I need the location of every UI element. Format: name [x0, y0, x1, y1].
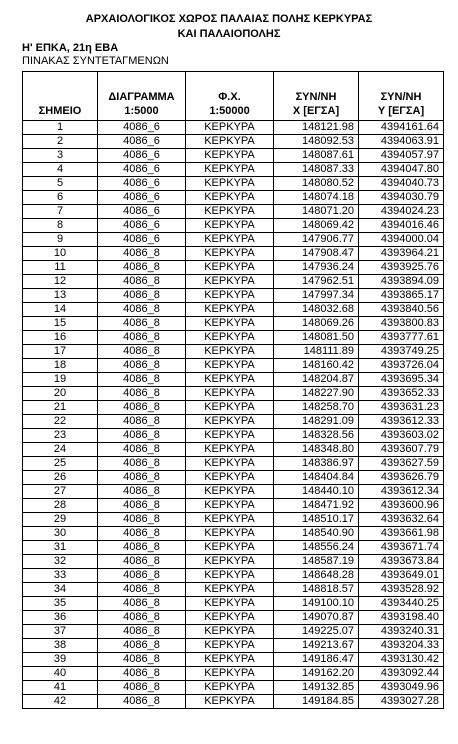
point-cell: 29 [23, 513, 98, 527]
diagram-cell: 4086_8 [98, 639, 186, 653]
x-coordinate-cell: 148069.26 [274, 317, 359, 331]
diagram-cell: 4086_8 [98, 415, 186, 429]
x-coordinate-cell: 147908.47 [274, 247, 359, 261]
map-sheet-cell: ΚΕΡΚΥΡΑ [186, 205, 274, 219]
point-cell: 36 [23, 611, 98, 625]
map-sheet-cell: ΚΕΡΚΥΡΑ [186, 681, 274, 695]
map-sheet-cell: ΚΕΡΚΥΡΑ [186, 471, 274, 485]
point-cell: 13 [23, 289, 98, 303]
diagram-cell: 4086_8 [98, 359, 186, 373]
table-row [23, 499, 444, 513]
y-coordinate-cell: 4393204.33 [359, 639, 444, 653]
point-cell: 6 [23, 191, 98, 205]
x-coordinate-cell: 148258.70 [274, 401, 359, 415]
map-sheet-cell: ΚΕΡΚΥΡΑ [186, 345, 274, 359]
point-cell: 23 [23, 429, 98, 443]
table-row [23, 471, 444, 485]
diagram-cell: 4086_8 [98, 583, 186, 597]
x-coordinate-cell: 148440.10 [274, 485, 359, 499]
x-coordinate-cell: 147906.77 [274, 233, 359, 247]
diagram-cell: 4086_8 [98, 443, 186, 457]
point-cell: 12 [23, 275, 98, 289]
table-row [23, 177, 444, 191]
y-coordinate-cell: 4394063.91 [359, 135, 444, 149]
organization-label: Η' ΕΠΚΑ, 21η ΕΒΑ [22, 42, 119, 54]
point-cell: 17 [23, 345, 98, 359]
x-coordinate-cell: 149100.10 [274, 597, 359, 611]
table-row [23, 639, 444, 653]
x-coordinate-cell: 148121.98 [274, 121, 359, 135]
diagram-cell: 4086_6 [98, 163, 186, 177]
header-y-coordinate: ΣΥΝ/ΝΗ Υ [ΕΓΣΑ] [359, 72, 444, 121]
table-row [23, 205, 444, 219]
y-coordinate-cell: 4394030.79 [359, 191, 444, 205]
y-coordinate-cell: 4394040.73 [359, 177, 444, 191]
diagram-cell: 4086_6 [98, 219, 186, 233]
point-cell: 37 [23, 625, 98, 639]
map-sheet-cell: ΚΕΡΚΥΡΑ [186, 303, 274, 317]
diagram-cell: 4086_8 [98, 457, 186, 471]
map-sheet-cell: ΚΕΡΚΥΡΑ [186, 639, 274, 653]
diagram-cell: 4086_8 [98, 331, 186, 345]
map-sheet-cell: ΚΕΡΚΥΡΑ [186, 135, 274, 149]
map-sheet-cell: ΚΕΡΚΥΡΑ [186, 289, 274, 303]
x-coordinate-cell: 148471.92 [274, 499, 359, 513]
y-coordinate-cell: 4393626.79 [359, 471, 444, 485]
header-point: ΣΗΜΕΙΟ [23, 72, 98, 121]
point-cell: 22 [23, 415, 98, 429]
point-cell: 39 [23, 653, 98, 667]
diagram-cell: 4086_8 [98, 317, 186, 331]
y-coordinate-cell: 4393632.64 [359, 513, 444, 527]
map-sheet-cell: ΚΕΡΚΥΡΑ [186, 177, 274, 191]
point-cell: 18 [23, 359, 98, 373]
table-header-row [23, 72, 444, 121]
map-sheet-cell: ΚΕΡΚΥΡΑ [186, 667, 274, 681]
x-coordinate-cell: 149225.07 [274, 625, 359, 639]
table-row [23, 303, 444, 317]
map-sheet-cell: ΚΕΡΚΥΡΑ [186, 457, 274, 471]
y-coordinate-cell: 4393649.01 [359, 569, 444, 583]
x-coordinate-cell: 149184.85 [274, 695, 359, 709]
point-cell: 27 [23, 485, 98, 499]
diagram-cell: 4086_6 [98, 177, 186, 191]
diagram-cell: 4086_8 [98, 303, 186, 317]
diagram-cell: 4086_8 [98, 611, 186, 625]
coordinates-table [22, 71, 444, 709]
point-cell: 11 [23, 261, 98, 275]
y-coordinate-cell: 4393964.21 [359, 247, 444, 261]
table-row [23, 583, 444, 597]
x-coordinate-cell: 148087.61 [274, 149, 359, 163]
table-row [23, 289, 444, 303]
point-cell: 40 [23, 667, 98, 681]
diagram-cell: 4086_8 [98, 695, 186, 709]
y-coordinate-cell: 4393777.61 [359, 331, 444, 345]
point-cell: 41 [23, 681, 98, 695]
point-cell: 38 [23, 639, 98, 653]
x-coordinate-cell: 148540.90 [274, 527, 359, 541]
y-coordinate-cell: 4393027.28 [359, 695, 444, 709]
point-cell: 2 [23, 135, 98, 149]
point-cell: 8 [23, 219, 98, 233]
x-coordinate-cell: 148556.24 [274, 541, 359, 555]
diagram-cell: 4086_8 [98, 429, 186, 443]
map-sheet-cell: ΚΕΡΚΥΡΑ [186, 443, 274, 457]
diagram-cell: 4086_6 [98, 191, 186, 205]
x-coordinate-cell: 148404.84 [274, 471, 359, 485]
y-coordinate-cell: 4393661.98 [359, 527, 444, 541]
table-row [23, 359, 444, 373]
diagram-cell: 4086_8 [98, 597, 186, 611]
diagram-cell: 4086_8 [98, 653, 186, 667]
y-coordinate-cell: 4393607.79 [359, 443, 444, 457]
map-sheet-cell: ΚΕΡΚΥΡΑ [186, 611, 274, 625]
x-coordinate-cell: 148227.90 [274, 387, 359, 401]
x-coordinate-cell: 149162.20 [274, 667, 359, 681]
map-sheet-cell: ΚΕΡΚΥΡΑ [186, 597, 274, 611]
table-row [23, 219, 444, 233]
point-cell: 5 [23, 177, 98, 191]
y-coordinate-cell: 4394024.23 [359, 205, 444, 219]
diagram-cell: 4086_8 [98, 499, 186, 513]
header-x-coordinate: ΣΥΝ/ΝΗ Χ [ΕΓΣΑ] [274, 72, 359, 121]
x-coordinate-cell: 148328.56 [274, 429, 359, 443]
map-sheet-cell: ΚΕΡΚΥΡΑ [186, 527, 274, 541]
point-cell: 25 [23, 457, 98, 471]
x-coordinate-cell: 148648.28 [274, 569, 359, 583]
point-cell: 28 [23, 499, 98, 513]
point-cell: 33 [23, 569, 98, 583]
y-coordinate-cell: 4393528.92 [359, 583, 444, 597]
y-coordinate-cell: 4393695.34 [359, 373, 444, 387]
map-sheet-cell: ΚΕΡΚΥΡΑ [186, 555, 274, 569]
x-coordinate-cell: 148204.87 [274, 373, 359, 387]
table-row [23, 261, 444, 275]
y-coordinate-cell: 4393240.31 [359, 625, 444, 639]
map-sheet-cell: ΚΕΡΚΥΡΑ [186, 233, 274, 247]
point-cell: 10 [23, 247, 98, 261]
point-cell: 4 [23, 163, 98, 177]
map-sheet-cell: ΚΕΡΚΥΡΑ [186, 401, 274, 415]
map-sheet-cell: ΚΕΡΚΥΡΑ [186, 695, 274, 709]
y-coordinate-cell: 4393612.33 [359, 415, 444, 429]
diagram-cell: 4086_8 [98, 625, 186, 639]
header-diagram: ΔΙΑΓΡΑΜΜΑ 1:5000 [98, 72, 186, 121]
x-coordinate-cell: 148291.09 [274, 415, 359, 429]
x-coordinate-cell: 149132.85 [274, 681, 359, 695]
x-coordinate-cell: 148087.33 [274, 163, 359, 177]
map-sheet-cell: ΚΕΡΚΥΡΑ [186, 247, 274, 261]
map-sheet-cell: ΚΕΡΚΥΡΑ [186, 485, 274, 499]
map-sheet-cell: ΚΕΡΚΥΡΑ [186, 359, 274, 373]
diagram-cell: 4086_8 [98, 261, 186, 275]
x-coordinate-cell: 148818.57 [274, 583, 359, 597]
table-row [23, 387, 444, 401]
table-row [23, 331, 444, 345]
point-cell: 19 [23, 373, 98, 387]
map-sheet-cell: ΚΕΡΚΥΡΑ [186, 653, 274, 667]
table-row [23, 681, 444, 695]
map-sheet-cell: ΚΕΡΚΥΡΑ [186, 499, 274, 513]
diagram-cell: 4086_8 [98, 527, 186, 541]
y-coordinate-cell: 4393673.84 [359, 555, 444, 569]
point-cell: 35 [23, 597, 98, 611]
diagram-cell: 4086_8 [98, 247, 186, 261]
point-cell: 42 [23, 695, 98, 709]
map-sheet-cell: ΚΕΡΚΥΡΑ [186, 149, 274, 163]
diagram-cell: 4086_6 [98, 135, 186, 149]
document-title-line2: ΚΑΙ ΠΑΛΑΙΟΠΟΛΗΣ [177, 28, 281, 40]
x-coordinate-cell: 148069.42 [274, 219, 359, 233]
diagram-cell: 4086_6 [98, 205, 186, 219]
map-sheet-cell: ΚΕΡΚΥΡΑ [186, 121, 274, 135]
y-coordinate-cell: 4394057.97 [359, 149, 444, 163]
x-coordinate-cell: 148092.53 [274, 135, 359, 149]
point-cell: 15 [23, 317, 98, 331]
map-sheet-cell: ΚΕΡΚΥΡΑ [186, 583, 274, 597]
table-row [23, 597, 444, 611]
y-coordinate-cell: 4393894.09 [359, 275, 444, 289]
map-sheet-cell: ΚΕΡΚΥΡΑ [186, 317, 274, 331]
table-row [23, 611, 444, 625]
diagram-cell: 4086_8 [98, 485, 186, 499]
y-coordinate-cell: 4394047.80 [359, 163, 444, 177]
map-sheet-cell: ΚΕΡΚΥΡΑ [186, 513, 274, 527]
point-cell: 9 [23, 233, 98, 247]
y-coordinate-cell: 4393631.23 [359, 401, 444, 415]
x-coordinate-cell: 147962.51 [274, 275, 359, 289]
table-row [23, 527, 444, 541]
y-coordinate-cell: 4393603.02 [359, 429, 444, 443]
point-cell: 1 [23, 121, 98, 135]
table-row [23, 149, 444, 163]
table-row [23, 275, 444, 289]
map-sheet-cell: ΚΕΡΚΥΡΑ [186, 261, 274, 275]
y-coordinate-cell: 4393671.74 [359, 541, 444, 555]
point-cell: 32 [23, 555, 98, 569]
diagram-cell: 4086_8 [98, 667, 186, 681]
y-coordinate-cell: 4393612.34 [359, 485, 444, 499]
point-cell: 24 [23, 443, 98, 457]
table-row [23, 541, 444, 555]
table-body [23, 121, 444, 709]
table-row [23, 415, 444, 429]
diagram-cell: 4086_8 [98, 275, 186, 289]
point-cell: 30 [23, 527, 98, 541]
table-row [23, 121, 444, 135]
x-coordinate-cell: 148111.89 [274, 345, 359, 359]
y-coordinate-cell: 4393726.04 [359, 359, 444, 373]
map-sheet-cell: ΚΕΡΚΥΡΑ [186, 625, 274, 639]
x-coordinate-cell: 148081.50 [274, 331, 359, 345]
point-cell: 21 [23, 401, 98, 415]
point-cell: 20 [23, 387, 98, 401]
map-sheet-cell: ΚΕΡΚΥΡΑ [186, 569, 274, 583]
x-coordinate-cell: 149070.87 [274, 611, 359, 625]
y-coordinate-cell: 4393092.44 [359, 667, 444, 681]
y-coordinate-cell: 4394161.64 [359, 121, 444, 135]
table-row [23, 555, 444, 569]
point-cell: 31 [23, 541, 98, 555]
table-row [23, 513, 444, 527]
point-cell: 3 [23, 149, 98, 163]
header-map-sheet: Φ.Χ. 1:50000 [186, 72, 274, 121]
map-sheet-cell: ΚΕΡΚΥΡΑ [186, 331, 274, 345]
diagram-cell: 4086_6 [98, 149, 186, 163]
diagram-cell: 4086_8 [98, 513, 186, 527]
y-coordinate-cell: 4393049.96 [359, 681, 444, 695]
table-row [23, 695, 444, 709]
table-row [23, 317, 444, 331]
map-sheet-cell: ΚΕΡΚΥΡΑ [186, 219, 274, 233]
diagram-cell: 4086_8 [98, 555, 186, 569]
x-coordinate-cell: 148071.20 [274, 205, 359, 219]
x-coordinate-cell: 148348.80 [274, 443, 359, 457]
point-cell: 16 [23, 331, 98, 345]
diagram-cell: 4086_6 [98, 233, 186, 247]
y-coordinate-cell: 4393800.83 [359, 317, 444, 331]
diagram-cell: 4086_8 [98, 387, 186, 401]
y-coordinate-cell: 4393865.17 [359, 289, 444, 303]
table-row [23, 429, 444, 443]
map-sheet-cell: ΚΕΡΚΥΡΑ [186, 429, 274, 443]
map-sheet-cell: ΚΕΡΚΥΡΑ [186, 541, 274, 555]
y-coordinate-cell: 4393198.40 [359, 611, 444, 625]
point-cell: 34 [23, 583, 98, 597]
point-cell: 14 [23, 303, 98, 317]
y-coordinate-cell: 4393440.25 [359, 597, 444, 611]
map-sheet-cell: ΚΕΡΚΥΡΑ [186, 415, 274, 429]
table-caption: ΠΙΝΑΚΑΣ ΣΥΝΤΕΤΑΓΜΕΝΩΝ [22, 55, 169, 67]
x-coordinate-cell: 149186.47 [274, 653, 359, 667]
diagram-cell: 4086_6 [98, 121, 186, 135]
map-sheet-cell: ΚΕΡΚΥΡΑ [186, 163, 274, 177]
y-coordinate-cell: 4393840.56 [359, 303, 444, 317]
table-row [23, 401, 444, 415]
x-coordinate-cell: 148160.42 [274, 359, 359, 373]
diagram-cell: 4086_8 [98, 681, 186, 695]
y-coordinate-cell: 4394016.46 [359, 219, 444, 233]
table-row [23, 191, 444, 205]
table-row [23, 569, 444, 583]
table-row [23, 373, 444, 387]
table-row [23, 135, 444, 149]
table-row [23, 345, 444, 359]
y-coordinate-cell: 4393749.25 [359, 345, 444, 359]
x-coordinate-cell: 148386.97 [274, 457, 359, 471]
diagram-cell: 4086_8 [98, 373, 186, 387]
table-row [23, 233, 444, 247]
y-coordinate-cell: 4393600.96 [359, 499, 444, 513]
point-cell: 7 [23, 205, 98, 219]
x-coordinate-cell: 148074.18 [274, 191, 359, 205]
diagram-cell: 4086_8 [98, 471, 186, 485]
point-cell: 26 [23, 471, 98, 485]
y-coordinate-cell: 4393130.42 [359, 653, 444, 667]
table-row [23, 667, 444, 681]
diagram-cell: 4086_8 [98, 289, 186, 303]
y-coordinate-cell: 4393627.59 [359, 457, 444, 471]
x-coordinate-cell: 148587.19 [274, 555, 359, 569]
table-row [23, 625, 444, 639]
x-coordinate-cell: 147997.34 [274, 289, 359, 303]
diagram-cell: 4086_8 [98, 569, 186, 583]
map-sheet-cell: ΚΕΡΚΥΡΑ [186, 373, 274, 387]
y-coordinate-cell: 4394000.04 [359, 233, 444, 247]
map-sheet-cell: ΚΕΡΚΥΡΑ [186, 191, 274, 205]
y-coordinate-cell: 4393652.33 [359, 387, 444, 401]
map-sheet-cell: ΚΕΡΚΥΡΑ [186, 387, 274, 401]
table-row [23, 247, 444, 261]
diagram-cell: 4086_8 [98, 401, 186, 415]
table-row [23, 163, 444, 177]
x-coordinate-cell: 148080.52 [274, 177, 359, 191]
x-coordinate-cell: 147936.24 [274, 261, 359, 275]
x-coordinate-cell: 148032.68 [274, 303, 359, 317]
table-row [23, 443, 444, 457]
table-row [23, 457, 444, 471]
diagram-cell: 4086_8 [98, 345, 186, 359]
table-row [23, 653, 444, 667]
table-row [23, 485, 444, 499]
diagram-cell: 4086_8 [98, 541, 186, 555]
x-coordinate-cell: 149213.67 [274, 639, 359, 653]
map-sheet-cell: ΚΕΡΚΥΡΑ [186, 275, 274, 289]
y-coordinate-cell: 4393925.76 [359, 261, 444, 275]
x-coordinate-cell: 148510.17 [274, 513, 359, 527]
document-title-line1: ΑΡΧΑΙΟΛΟΓΙΚΟΣ ΧΩΡΟΣ ΠΑΛΑΙΑΣ ΠΟΛΗΣ ΚΕΡΚΥΡΑΣ [85, 13, 373, 25]
